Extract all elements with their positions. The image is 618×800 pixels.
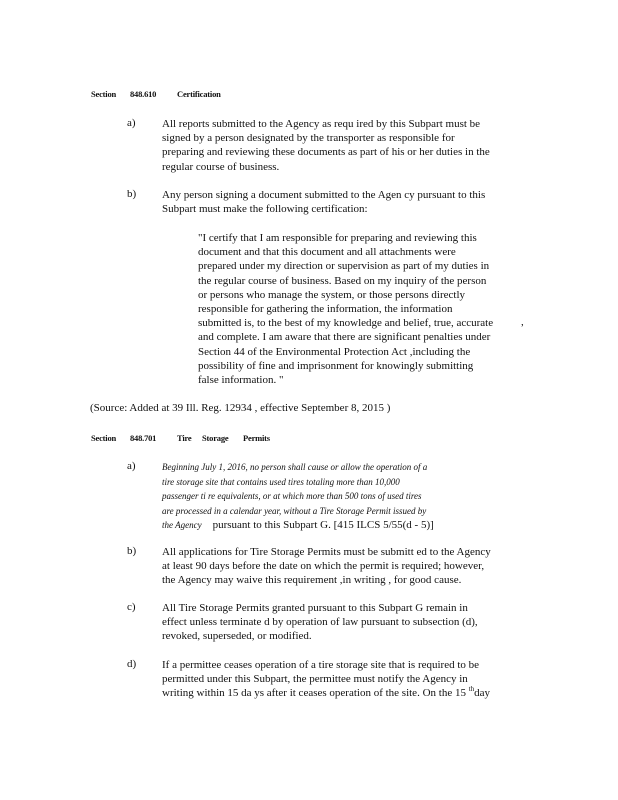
paragraph-d-ceases-operation	[162, 658, 490, 701]
section-number: 848.701	[130, 433, 157, 443]
text-line: at least 90 days before the date on which the permit is required; however,	[162, 560, 485, 573]
text-line: All applications for Tire Storage Permits must be submitt ed to the Agency	[162, 546, 491, 558]
text-line: All Tire Storage Permits granted pursuant to this Subpart G remain in	[162, 602, 468, 614]
section-title-word: Permits	[243, 433, 270, 443]
quote-line: submitted is, to the best of my knowledge and belief, true, accurate	[198, 317, 494, 330]
text-line: the Agency	[162, 520, 202, 530]
item-label-a: a)	[127, 460, 136, 472]
text-line: revoked, superseded, or modified.	[162, 630, 312, 643]
text-line: preparing and reviewing these documents as part of his or her duties in the	[162, 146, 490, 159]
text-line: Any person signing a document submitted to the Agen cy pursuant to this	[162, 189, 486, 201]
quote-line: possibility of fine and imprisonment for knowingly submitting	[198, 359, 474, 372]
quote-line: the regular course of business. Based on my inquiry of the person	[198, 274, 487, 287]
section-title-word: Storage	[202, 433, 229, 443]
quote-line: or persons who manage the system, or those persons directly	[198, 288, 465, 301]
item-label-c: c)	[127, 601, 136, 613]
paragraph-a-tire-storage	[162, 460, 434, 533]
text-line: signed by a person designated by the transporter as responsible for	[162, 132, 455, 145]
text-line: Beginning July 1, 2016, no person shall cause or allow the operation of a	[162, 462, 428, 472]
item-label-b: b)	[127, 188, 137, 200]
item-label-a: a)	[127, 117, 136, 129]
quote-line: false information. "	[198, 374, 284, 387]
quote-line: Section 44 of the Environmental Protection Act ,including the	[198, 345, 471, 358]
text-line: regular course of business.	[162, 160, 280, 173]
item-label-d: d)	[127, 658, 137, 670]
quote-line: and complete. I am aware that there are significant penalties under	[198, 331, 491, 344]
paragraph-a-reports	[162, 117, 490, 174]
item-label-b: b)	[127, 545, 137, 557]
source-note: (Source: Added at 39 Ill. Reg. 12934 , effective September 8, 2015 )	[90, 402, 391, 414]
section-number: 848.610	[130, 89, 157, 99]
section-word: Section	[91, 433, 117, 443]
section-word: Section	[91, 89, 117, 99]
quote-line: "I certify that I am responsible for preparing and reviewing this	[198, 232, 477, 244]
text-line: Subpart must make the following certification:	[162, 203, 368, 216]
text-line: tire storage site that contains used tires totaling more than 10,000	[162, 476, 400, 487]
paragraph-b-applications	[162, 545, 491, 588]
text-line: If a permittee ceases operation of a tire storage site that is required to be	[162, 659, 480, 671]
quote-line: document and that this document and all attachments were	[198, 246, 456, 259]
text-line: effect unless terminate d by operation of law pursuant to subsection (d),	[162, 616, 478, 629]
quote-line: prepared under my direction or supervision as part of my duties in	[198, 260, 490, 273]
section-title-word: Tire	[177, 433, 192, 443]
ordinal-suffix: th	[468, 685, 475, 694]
citation: pursuant to this Subpart G. [415 ILCS 5/55(d - 5)]	[212, 519, 434, 531]
text-line: are processed in a calendar year, without a Tire Storage Permit issued by	[162, 505, 427, 516]
text-line-tail: day	[474, 687, 491, 700]
certification-quote	[198, 231, 493, 387]
quote-line: responsible for gathering the information, the information	[198, 303, 453, 316]
text-line: permitted under this Subpart, the permittee must notify the Agency in	[162, 673, 468, 686]
text-line: writing within 15 da ys after it ceases operation of the site. On the 15	[162, 687, 466, 700]
text-line: All reports submitted to the Agency as requ ired by this Subpart must be	[162, 118, 481, 130]
text-line: the Agency may waive this requirement ,in writing , for good cause.	[162, 574, 462, 587]
stray-comma: ,	[521, 316, 524, 328]
text-line: passenger ti re equivalents, or at which more than 500 tons of used tires	[162, 491, 422, 501]
paragraph-b-certification	[162, 188, 485, 216]
section-title: Certification	[177, 89, 221, 99]
paragraph-c-permits	[162, 601, 478, 644]
